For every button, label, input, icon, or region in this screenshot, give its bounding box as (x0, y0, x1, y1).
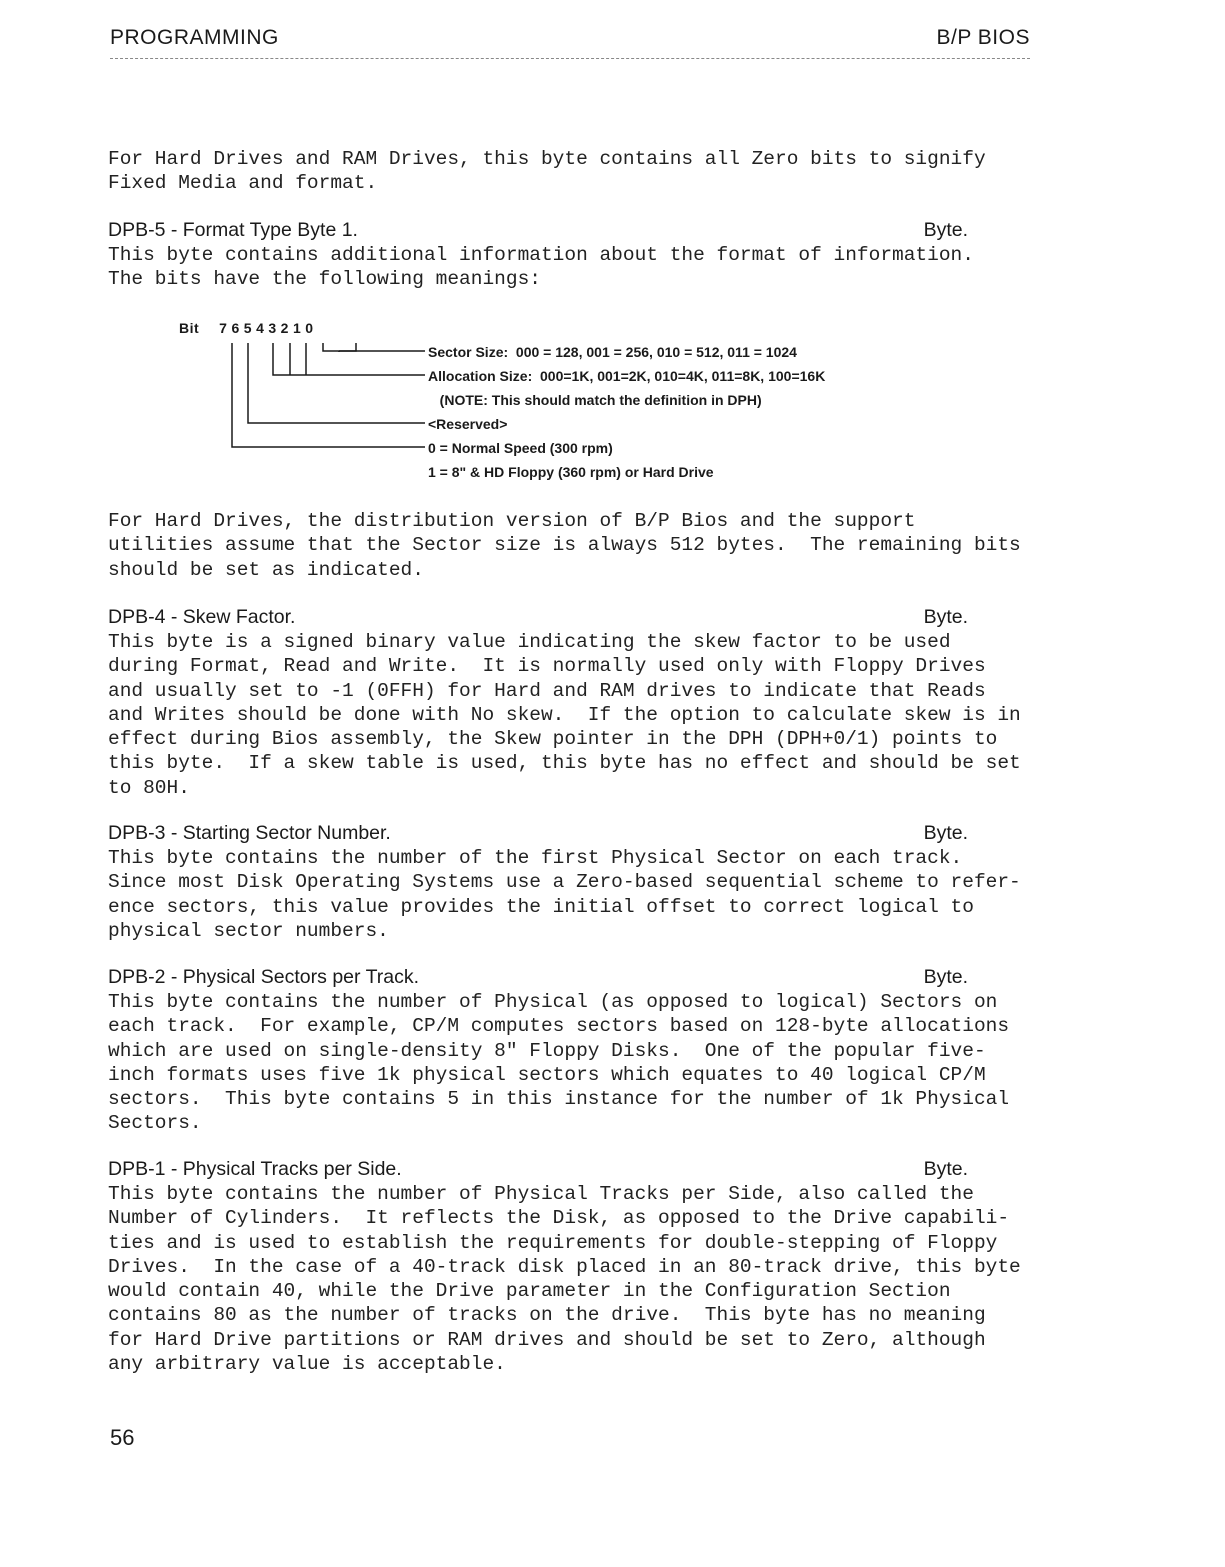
text-line: should be set as indicated. (108, 558, 424, 581)
text-line: ties and is used to establish the requirements for double-stepping of Floppy (108, 1231, 998, 1254)
text-line: contains 80 as the number of tracks on the drive. This byte has no meaning (108, 1304, 986, 1327)
section-size: Byte. (923, 219, 968, 241)
page-number: 56 (110, 1425, 135, 1450)
running-header-right: B/P BIOS (936, 26, 1030, 49)
bit-number: 1 (292, 320, 302, 336)
text-line: utilities assume that the Sector size is always 512 bytes. The remaining bits (108, 534, 1021, 557)
section-size: Byte. (923, 1158, 968, 1180)
text-line: Since most Disk Operating Systems use a Zero-based sequential scheme to refer- (108, 871, 1021, 894)
section-title: DPB-2 - Physical Sectors per Track. (108, 966, 420, 988)
section-title: DPB-3 - Starting Sector Number. (108, 822, 391, 844)
text-line: ence sectors, this value provides the initial offset to correct logical to (108, 895, 974, 918)
text-line: any arbitrary value is acceptable. (108, 1353, 506, 1376)
running-header-left: PROGRAMMING (110, 26, 279, 49)
text-line: Fixed Media and format. (108, 172, 378, 195)
diagram-note: (NOTE: This should match the definition in DPH) (428, 392, 762, 408)
section-size: Byte. (923, 822, 968, 844)
text-line: Sectors. (108, 1112, 202, 1135)
diagram-allocation-size: Allocation Size: 000=1K, 001=2K, 010=4K, 011=8K, 100=16K (428, 368, 826, 384)
text-line: For Hard Drives and RAM Drives, this byte contains all Zero bits to signify (108, 148, 986, 170)
section-body-dpb2 (108, 990, 1068, 1136)
bit-connector-lines (175, 316, 435, 496)
section-body-dpb5 (108, 243, 1068, 292)
diagram-high-speed: 1 = 8" & HD Floppy (360 rpm) or Hard Drive (428, 464, 714, 480)
diagram-normal-speed: 0 = Normal Speed (300 rpm) (428, 440, 613, 456)
text-line: physical sector numbers. (108, 919, 389, 942)
text-line: during Format, Read and Write. It is normally used only with Floppy Drives (108, 655, 986, 678)
bit-number: 4 (256, 320, 265, 336)
header-rule (110, 58, 1030, 59)
section-body-dpb3 (108, 846, 1068, 943)
text-line: effect during Bios assembly, the Skew pointer in the DPH (DPH+0/1) points to (108, 728, 998, 751)
bit-number: 3 (268, 320, 277, 336)
text-line: for Hard Drive partitions or RAM drives and should be set to Zero, although (108, 1328, 986, 1351)
diagram-reserved: <Reserved> (428, 416, 508, 432)
section-title: DPB-5 - Format Type Byte 1. (108, 219, 358, 241)
section-body-dpb4 (108, 630, 1068, 800)
text-line: this byte. If a skew table is used, this byte has no effect and should be set (108, 752, 1021, 775)
section-title: DPB-4 - Skew Factor. (108, 606, 296, 628)
text-line: The bits have the following meanings: (108, 268, 541, 291)
diagram-sector-size: Sector Size: 000 = 128, 001 = 256, 010 = 512, 011 = 1024 (428, 344, 797, 360)
text-line: and usually set to -1 (0FFH) for Hard and RAM drives to indicate that Reads (108, 679, 986, 702)
bit-number: 7 (219, 320, 228, 336)
section-body-dpb1 (108, 1182, 1068, 1376)
text-line: sectors. This byte contains 5 in this instance for the number of 1k Physical (108, 1088, 1010, 1111)
bit-number: 6 (231, 320, 240, 336)
text-line: This byte contains additional information about the format of information. (108, 244, 974, 266)
bit-number: 2 (280, 320, 289, 336)
bit-diagram (175, 316, 995, 496)
text-line: This byte is a signed binary value indicating the skew factor to be used (108, 631, 951, 653)
text-line: For Hard Drives, the distribution version of B/P Bios and the support (108, 510, 916, 532)
section-size: Byte. (923, 966, 968, 988)
bit-label: Bit (179, 320, 200, 336)
text-line: to 80H. (108, 776, 190, 799)
text-line: each track. For example, CP/M computes sectors based on 128-byte allocations (108, 1015, 1010, 1038)
intro-paragraph (108, 147, 1068, 196)
section-size: Byte. (923, 606, 968, 628)
text-line: Number of Cylinders. It reflects the Disk, as opposed to the Drive capabili- (108, 1207, 1010, 1230)
text-line: and Writes should be done with No skew. If the option to calculate skew is in (108, 703, 1021, 726)
text-line: which are used on single-density 8" Floppy Disks. One of the popular five- (108, 1039, 986, 1062)
text-line: This byte contains the number of the first Physical Sector on each track. (108, 847, 963, 869)
text-line: would contain 40, while the Drive parameter in the Configuration Section (108, 1280, 951, 1303)
text-line: This byte contains the number of Physical Tracks per Side, also called the (108, 1183, 974, 1205)
text-line: This byte contains the number of Physical (as opposed to logical) Sectors on (108, 991, 998, 1013)
section-title: DPB-1 - Physical Tracks per Side. (108, 1158, 402, 1180)
text-line: inch formats uses five 1k physical sectors which equates to 40 logical CP/M (108, 1063, 986, 1086)
diagram-note-paragraph (108, 509, 1068, 582)
bit-number: 0 (305, 320, 314, 336)
text-line: Drives. In the case of a 40-track disk placed in an 80-track drive, this byte (108, 1255, 1021, 1278)
bit-number: 5 (243, 320, 253, 336)
